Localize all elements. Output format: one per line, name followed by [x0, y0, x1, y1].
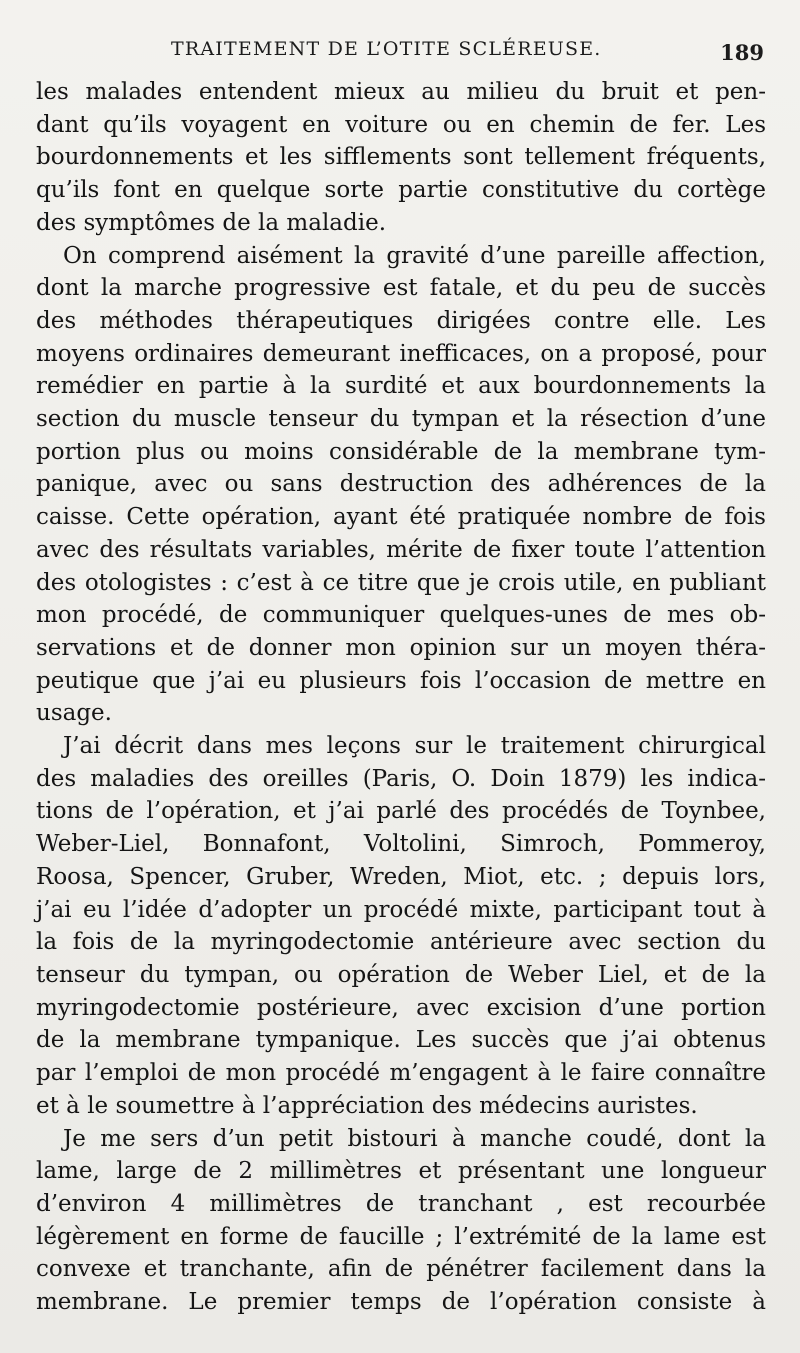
paragraph-1: [36, 76, 766, 240]
text-line: peutique que j’ai eu plusieurs fois l’occasion de mettre en: [36, 667, 766, 694]
text-line: myringodectomie postérieure, avec excision d’une portion: [36, 994, 766, 1021]
text-line: légèrement en forme de faucille ; l’extrémité de la lame est: [36, 1223, 766, 1250]
text-line: Je me sers d’un petit bistouri à manche coudé, dont la: [63, 1125, 766, 1152]
text-line: qu’ils font en quelque sorte partie constitutive du cortège: [36, 177, 766, 204]
text-line: les malades entendent mieux au milieu du bruit et pen-: [36, 79, 766, 105]
text-line: et à le soumettre à l’appréciation des médecins auristes.: [36, 1092, 698, 1119]
text-line: bourdonnements et les sifflements sont tellement fréquents,: [36, 144, 766, 171]
text-line: des symptômes de la maladie.: [36, 209, 387, 236]
body-text: [36, 76, 766, 1319]
text-line: Roosa, Spencer, Gruber, Wreden, Miot, etc. ; depuis lors,: [36, 863, 766, 890]
text-line: avec des résultats variables, mérite de fixer toute l’attention: [36, 536, 766, 563]
text-line: dant qu’ils voyagent en voiture ou en chemin de fer. Les: [36, 111, 766, 138]
text-line: par l’emploi de mon procédé m’engagent à le faire connaître: [36, 1060, 766, 1087]
text-line: membrane. Le premier temps de l’opération consiste à: [36, 1289, 766, 1316]
text-line: remédier en partie à la surdité et aux bourdonnements la: [36, 373, 766, 400]
text-line: la fois de la myringodectomie antérieure avec section du: [36, 929, 766, 956]
text-line: d’environ 4 millimètres de tranchant , est recourbée: [36, 1190, 766, 1217]
text-line: j’ai eu l’idée d’adopter un procédé mixte, participant tout à: [36, 896, 766, 923]
paragraph-3: [36, 730, 766, 1122]
running-head: TRAITEMENT DE L’OTITE SCLÉREUSE.: [171, 38, 602, 60]
text-line: tions de l’opération, et j’ai parlé des procédés de Toynbee,: [36, 798, 766, 825]
text-line: des otologistes : c’est à ce titre que je crois utile, en publiant: [36, 569, 766, 596]
text-line: de la membrane tympanique. Les succès que j’ai obtenus: [36, 1027, 766, 1054]
page-number: 189: [720, 40, 764, 65]
text-line: servations et de donner mon opinion sur un moyen théra-: [36, 634, 766, 661]
text-line: usage.: [36, 700, 112, 727]
text-line: mon procédé, de communiquer quelques-unes de mes ob-: [36, 602, 766, 629]
page-header: [36, 34, 766, 74]
text-line: J’ai décrit dans mes leçons sur le traitement chirurgical: [63, 733, 766, 760]
text-line: des maladies des oreilles (Paris, O. Doin 1879) les indica-: [36, 765, 766, 792]
text-line: portion plus ou moins considérable de la membrane tym-: [36, 438, 766, 465]
text-line: On comprend aisément la gravité d’une pareille affection,: [63, 242, 766, 269]
paragraph-4: [36, 1123, 766, 1319]
text-line: dont la marche progressive est fatale, et du peu de succès: [36, 275, 766, 302]
text-line: section du muscle tenseur du tympan et la résection d’une: [36, 406, 766, 433]
text-line: Weber-Liel, Bonnafont, Voltolini, Simroch, Pommeroy,: [36, 831, 766, 858]
text-line: tenseur du tympan, ou opération de Weber Liel, et de la: [36, 961, 766, 988]
text-line: caisse. Cette opération, ayant été pratiquée nombre de fois: [36, 504, 766, 531]
text-line: lame, large de 2 millimètres et présentant une longueur: [36, 1158, 766, 1185]
text-line: des méthodes thérapeutiques dirigées contre elle. Les: [36, 307, 766, 334]
text-line: moyens ordinaires demeurant inefficaces, on a proposé, pour: [36, 340, 766, 367]
text-line: convexe et tranchante, afin de pénétrer facilement dans la: [36, 1256, 766, 1283]
paragraph-2: [36, 240, 766, 731]
text-line: panique, avec ou sans destruction des adhérences de la: [36, 471, 766, 498]
